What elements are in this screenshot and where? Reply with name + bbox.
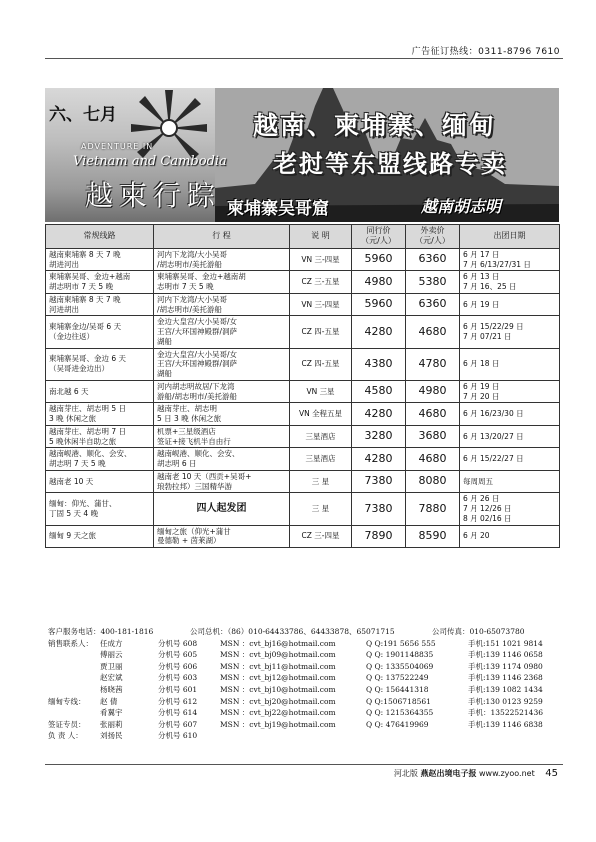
contact-msn: MSN ：cvt_bj12@hotmail.com [220,673,336,683]
route-cell: 柬埔寨吴哥、金边 6 天 （吴哥进金边出） [46,348,154,380]
note-cell: CZ 三-四星 [290,525,352,548]
departure-dates-cell: 6 月 18 日 [460,348,560,380]
table-header-row [46,225,560,249]
contact-msn: MSN ：cvt_bj19@hotmail.com [220,719,336,729]
peer-price-cell: 7380 [352,493,406,525]
peer-price-cell: 7380 [352,470,406,493]
contact-mobile: 手机：13522521436 [468,708,543,718]
route-cell: 南北越 6 天 [46,380,154,403]
contact-msn: MSN ：cvt_bj10@hotmail.com [220,684,336,694]
routes-table [45,224,560,548]
note-cell: VN 三星 [290,380,352,403]
peer-price-cell: 5960 [352,293,406,316]
contact-name: 傅丽云 [100,650,123,660]
note-cell: 三 星 [290,493,352,525]
vietnam-cambodia-label: Vietnam and Cambodia [73,154,227,169]
footer-rule [45,764,563,765]
retail-price-cell: 3680 [406,425,460,448]
contact-row [48,672,562,684]
route-cell: 柬埔寨金边/吴哥 6 天 （金边往返） [46,316,154,348]
contact-row [48,638,562,650]
contact-row [48,696,562,708]
departure-dates-cell: 6 月 13 日 7 月 16、25 日 [460,271,560,294]
contact-extension: 分机号 603 [158,673,198,683]
retail-price-cell: 5380 [406,271,460,294]
note-cell: CZ 三-五星 [290,271,352,294]
contact-qq: Q Q: 1335504069 [366,661,434,671]
company-fax: 公司传真：010-65073780 [432,627,525,636]
contact-msn: MSN ：cvt_bj22@hotmail.com [220,708,336,718]
company-phone: 公司总机：（86）010-64433786、64433878、65071715 [190,627,395,636]
column-header: 出团日期 [460,225,560,249]
departure-dates-cell: 每周周五 [460,470,560,493]
note-cell: CZ 四-五星 [290,316,352,348]
table-row [46,425,560,448]
departure-dates-cell: 6 月 26 日 7 月 12/26 日 8 月 02/16 日 [460,493,560,525]
column-header: 常规线路 [46,225,154,249]
route-cell: 越南柬埔寨 8 天 7 晚 河进胡出 [46,293,154,316]
retail-price-cell: 6360 [406,248,460,271]
contacts-section [48,626,562,742]
contact-extension: 分机号 614 [158,708,198,718]
contact-row [48,730,562,742]
route-cell: 越南老 10 天 [46,470,154,493]
departure-dates-cell: 6 月 19 日 [460,293,560,316]
table-row [46,271,560,294]
contact-qq: Q Q: 1215364355 [366,708,434,718]
table-body [46,248,560,547]
route-cell: 越南芽庄、胡志明 5 日 3 晚 休闲之旅 [46,403,154,426]
departure-dates-cell: 6 月 17 日 7 月 6/13/27/31 日 [460,248,560,271]
retail-price-cell: 6360 [406,293,460,316]
departure-dates-cell: 6 月 13/20/27 日 [460,425,560,448]
peer-price-cell: 4380 [352,348,406,380]
itinerary-cell: 金边大皇宫/大小吴哥/女 王宫/大环国神殿群/洞萨 湖船 [154,316,290,348]
note-cell: 三星酒店 [290,448,352,471]
contact-mobile: 手机:139 1174 0980 [468,661,543,671]
peer-price-cell: 4280 [352,448,406,471]
peer-price-cell: 4280 [352,403,406,426]
contact-name: 任成方 [100,638,123,648]
note-cell: 三星酒店 [290,425,352,448]
departure-dates-cell: 6 月 20 [460,525,560,548]
departure-dates-cell: 6 月 19 日 7 月 20 日 [460,380,560,403]
retail-price-cell: 4980 [406,380,460,403]
retail-price-cell: 4680 [406,448,460,471]
departure-dates-cell: 6 月 16/23/30 日 [460,403,560,426]
table-row [46,380,560,403]
footer-publisher: 燕赵出境电子报 [420,769,477,778]
contact-extension: 分机号 606 [158,661,198,671]
note-cell: VN 三-四星 [290,293,352,316]
itinerary-cell: 四人起发团 [154,493,290,525]
retail-price-cell: 8080 [406,470,460,493]
contact-name: 刘扬民 [100,731,123,741]
contact-qq: Q Q: 476419969 [366,719,429,729]
ad-hotline: 广告征订热线：0311-8796 7610 [411,47,560,57]
peer-price-cell: 7890 [352,525,406,548]
banner-title-line1: 越南、柬埔寨、缅甸 [253,111,497,140]
brand-logo-text: 越柬行踪 [85,179,222,212]
contact-mobile: 手机:139 1146 6838 [468,719,543,729]
contact-mobile: 手机:139 1146 2368 [468,673,543,683]
contact-extension: 分机号 605 [158,650,198,660]
contact-qq: Q Q:1506718561 [366,696,431,706]
adventure-label: ADVENTURE IN [81,142,154,151]
table-row [46,348,560,380]
contact-name: 张丽莉 [100,719,123,729]
table-row [46,293,560,316]
contact-mobile: 手机:139 1146 0658 [468,650,543,660]
retail-price-cell: 4780 [406,348,460,380]
contact-name: 赵宏斌 [100,673,123,683]
itinerary-cell: 柬埔寨吴哥、金边+越南胡 志明市 7 天 5 晚 [154,271,290,294]
column-header: 说 明 [290,225,352,249]
table-row [46,493,560,525]
peer-price-cell: 4580 [352,380,406,403]
note-cell: CZ 四-五星 [290,348,352,380]
table-row [46,448,560,471]
contact-msn: MSN ：cvt_bj20@hotmail.com [220,696,336,706]
page-number: 45 [545,768,558,779]
contact-extension: 分机号 607 [158,719,198,729]
top-rule [45,58,563,59]
contact-extension: 分机号 608 [158,638,198,648]
contact-mobile: 手机:130 0123 9259 [468,696,543,706]
table-row [46,248,560,271]
retail-price-cell: 8590 [406,525,460,548]
contact-mobile: 手机:139 1082 1434 [468,684,543,694]
retail-price-cell: 7880 [406,493,460,525]
note-cell: 三 星 [290,470,352,493]
contact-role: 签证专员： [48,719,86,729]
contact-role: 销售联系人： [48,638,93,648]
contact-qq: Q Q: 156441318 [366,684,429,694]
column-header: 外卖价 （元/人） [406,225,460,249]
route-cell: 柬埔寨吴哥、金边+越南 胡志明市 7 天 5 晚 [46,271,154,294]
contact-msn: MSN ：cvt_bj09@hotmail.com [220,650,336,660]
peer-price-cell: 4980 [352,271,406,294]
itinerary-cell: 河内胡志明故居/下龙湾 游船/胡志明市/美托游船 [154,380,290,403]
departure-dates-cell: 6 月 15/22/29 日 7 月 07/21 日 [460,316,560,348]
contact-qq: Q Q:191 5656 555 [366,638,436,648]
table-row [46,316,560,348]
contact-name: 赵 倩 [100,696,118,706]
contact-msn: MSN ：cvt_bj11@hotmail.com [220,661,336,671]
banner-subtitle-left: 柬埔寨吴哥窟 [227,199,329,219]
contact-role: 缅甸专线： [48,696,86,706]
itinerary-cell: 越南老 10 天（西贡+吴哥+ 琅勃拉邦）三国精华游 [154,470,290,493]
contact-extension: 分机号 612 [158,696,198,706]
footer-edition: 河北版 [393,769,418,778]
note-cell: VN 三-四星 [290,248,352,271]
contact-row [48,719,562,731]
contact-mobile: 手机:151 1021 9814 [468,638,543,648]
company-info-row [48,626,562,638]
route-cell: 缅甸：仰光、蒲甘、 丁固 5 天 4 晚 [46,493,154,525]
contact-row [48,661,562,673]
contact-row [48,707,562,719]
contact-extension: 分机号 601 [158,684,198,694]
banner [45,88,559,222]
table-row [46,525,560,548]
banner-subtitle-right: 越南胡志明 [421,197,502,216]
contact-msn: MSN ：cvt_bj16@hotmail.com [220,638,336,648]
contact-role: 负 责 人： [48,731,83,741]
itinerary-cell: 机票+三星级酒店 签证+接飞机半自由行 [154,425,290,448]
peer-price-cell: 4280 [352,316,406,348]
itinerary-cell: 河内下龙湾/大小吴哥 /胡志明市/美托游船 [154,248,290,271]
contact-name: 杨晓茜 [100,684,123,694]
contact-row [48,649,562,661]
route-cell: 越南岘港、顺化、会安、 胡志明 7 天 5 晚 [46,448,154,471]
itinerary-cell: 缅甸之旅（仰光+蒲甘 曼德勒 + 茵莱湖） [154,525,290,548]
itinerary-cell: 金边大皇宫/大小吴哥/女 王宫/大环国神殿群/洞萨 湖船 [154,348,290,380]
contact-name: 肴翼宇 [100,708,123,718]
month-label: 六、七月 [49,105,117,125]
route-cell: 越南芽庄、胡志明 7 日 5 晚休闲半自助之旅 [46,425,154,448]
itinerary-cell: 河内下龙湾/大小吴哥 /胡志明市/美托游船 [154,293,290,316]
contact-extension: 分机号 610 [158,731,198,741]
service-phone: 客户服务电话：400-181-1816 [48,627,154,636]
route-cell: 缅甸 9 天之旅 [46,525,154,548]
peer-price-cell: 3280 [352,425,406,448]
itinerary-cell: 越南芽庄、胡志明 5 日 3 晚 休闲之旅 [154,403,290,426]
departure-dates-cell: 6 月 15/22/27 日 [460,448,560,471]
retail-price-cell: 4680 [406,316,460,348]
note-cell: VN 全程五星 [290,403,352,426]
itinerary-cell: 越南岘港、顺化、会安、 胡志明 6 日 [154,448,290,471]
footer [394,768,558,779]
retail-price-cell: 4680 [406,403,460,426]
column-header: 同行价 （元/人） [352,225,406,249]
contact-row [48,684,562,696]
banner-title-line2: 老挝等东盟线路专卖 [273,150,507,178]
route-cell: 越南柬埔寨 8 天 7 晚 胡进河出 [46,248,154,271]
contact-name: 贾卫丽 [100,661,123,671]
table-row [46,470,560,493]
contact-qq: Q Q: 137522249 [366,673,429,683]
table-row [46,403,560,426]
footer-website: www.zyoo.net [479,769,535,778]
contact-qq: Q Q: 1901148835 [366,650,434,660]
column-header: 行 程 [154,225,290,249]
peer-price-cell: 5960 [352,248,406,271]
